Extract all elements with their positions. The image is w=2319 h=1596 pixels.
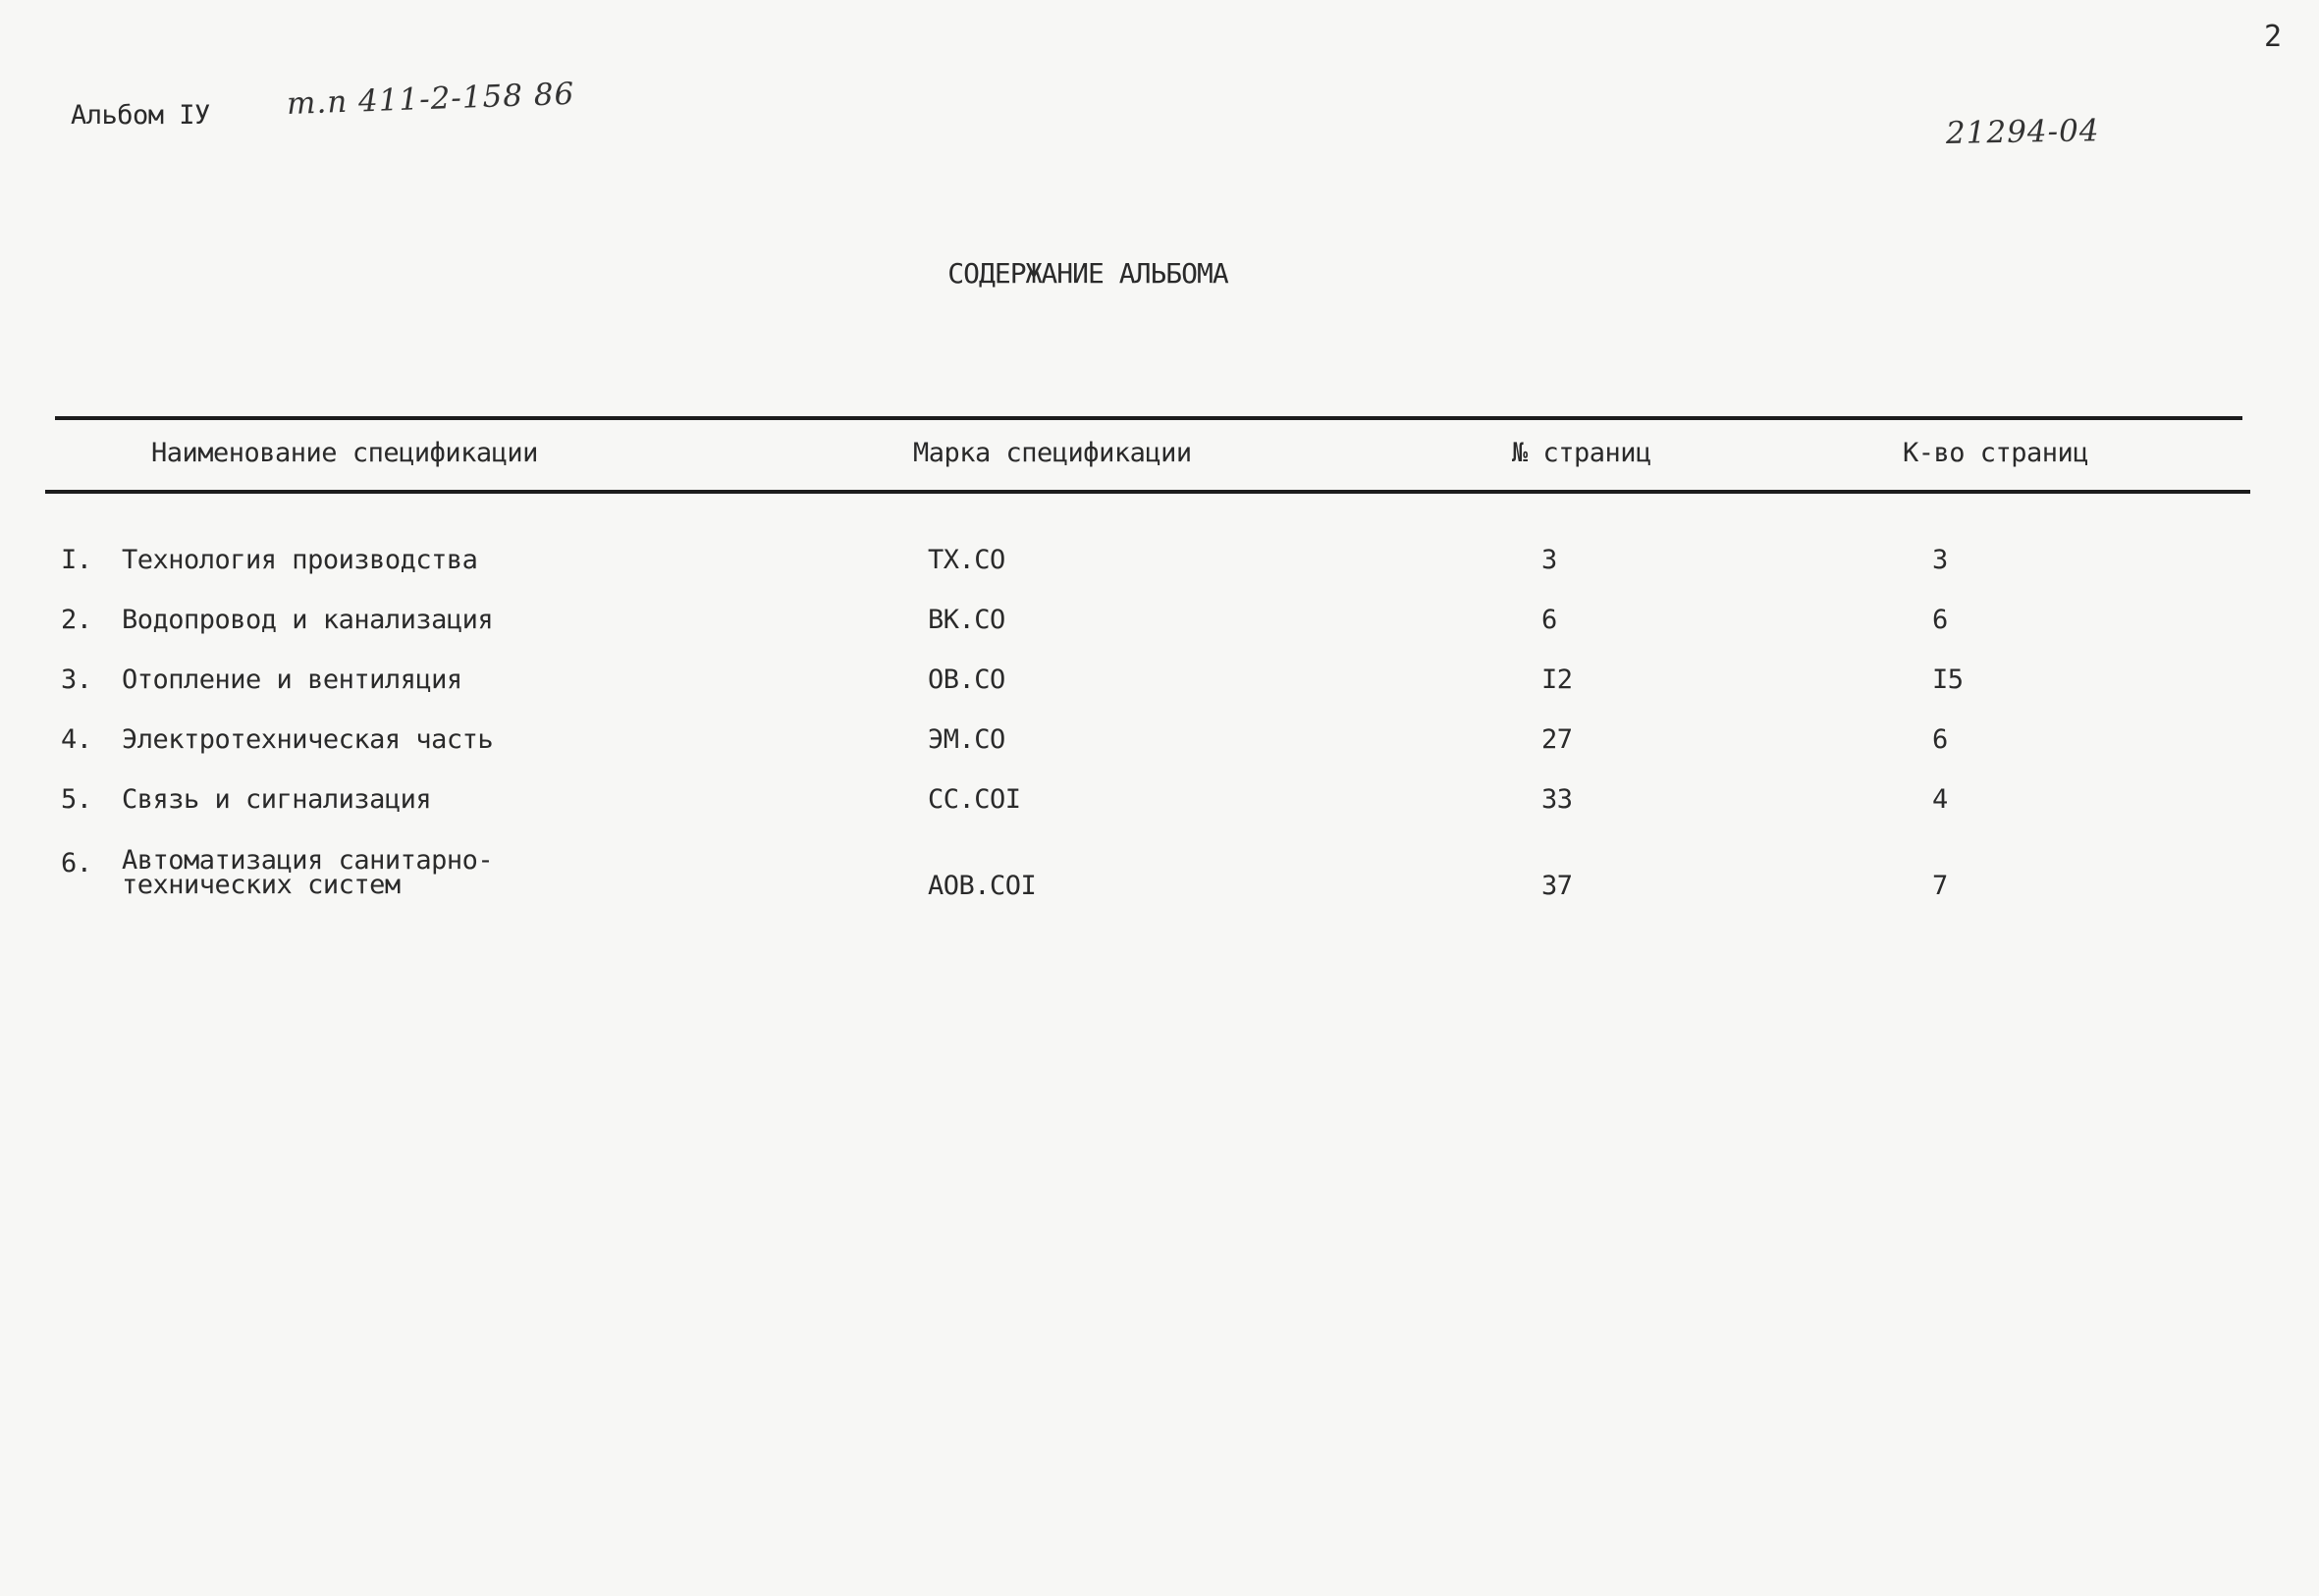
row-number: 5. xyxy=(61,784,92,815)
table-row xyxy=(0,605,2319,664)
specification-name-line: Технология производства xyxy=(122,545,478,575)
table-row xyxy=(0,665,2319,723)
page-count-cell: 4 xyxy=(1932,784,1948,815)
specification-name-line: Электротехническая часть xyxy=(122,724,494,755)
table-row xyxy=(0,845,2319,907)
row-number: 2. xyxy=(61,605,92,635)
page-number: 2 xyxy=(2263,20,2282,54)
page-count-cell: 6 xyxy=(1932,724,1948,755)
page-count-cell: I5 xyxy=(1932,665,1964,695)
row-number: 6. xyxy=(61,848,92,878)
project-code: т.п 411-2-158 86 xyxy=(286,76,575,122)
column-header-page-number: № страниц xyxy=(1512,438,1651,468)
specification-mark: ЭМ.СО xyxy=(928,724,1005,755)
row-number: I. xyxy=(61,545,92,575)
column-header-mark: Марка спецификации xyxy=(913,438,1192,468)
archive-number: 21294-04 xyxy=(1945,113,2100,151)
specification-mark: ОВ.СО xyxy=(928,665,1005,695)
table-top-rule xyxy=(55,416,2242,420)
specification-name-line: Водопровод и канализация xyxy=(122,605,494,635)
table-header-rule xyxy=(45,490,2250,494)
page-number-cell: 33 xyxy=(1541,784,1573,815)
specification-name-line: Автоматизация санитарно- xyxy=(122,845,494,876)
page-number-cell: 27 xyxy=(1541,724,1573,755)
page-number-cell: 6 xyxy=(1541,605,1557,635)
album-label: Альбом IУ xyxy=(71,100,210,131)
specification-name xyxy=(122,724,493,755)
page-count-cell: 3 xyxy=(1932,545,1948,575)
specification-mark: СС.СОI xyxy=(928,784,1021,815)
specification-mark: ВК.СО xyxy=(928,605,1005,635)
specification-name xyxy=(122,605,493,635)
specification-name xyxy=(122,845,494,900)
page-number-cell: 37 xyxy=(1541,871,1573,901)
specification-name xyxy=(122,784,431,815)
specification-name xyxy=(122,665,462,695)
page-count-cell: 7 xyxy=(1932,871,1948,901)
specification-name xyxy=(122,545,477,575)
row-number: 4. xyxy=(61,724,92,755)
column-header-page-count: К-во страниц xyxy=(1903,438,2089,468)
column-header-name: Наименование спецификации xyxy=(151,438,538,468)
page-number-cell: 3 xyxy=(1541,545,1557,575)
row-number: 3. xyxy=(61,665,92,695)
specification-mark: АОВ.СОI xyxy=(928,871,1037,901)
page-number-cell: I2 xyxy=(1541,665,1573,695)
specification-mark: ТХ.СО xyxy=(928,545,1005,575)
document-title: СОДЕРЖАНИЕ АЛЬБОМА xyxy=(947,257,1228,290)
page-count-cell: 6 xyxy=(1932,605,1948,635)
table-row xyxy=(0,784,2319,843)
specification-name-line: Отопление и вентиляция xyxy=(122,665,462,695)
table-row xyxy=(0,724,2319,783)
specification-name-line: Связь и сигнализация xyxy=(122,784,432,815)
specification-name-line: технических систем xyxy=(122,870,401,900)
table-row xyxy=(0,545,2319,604)
